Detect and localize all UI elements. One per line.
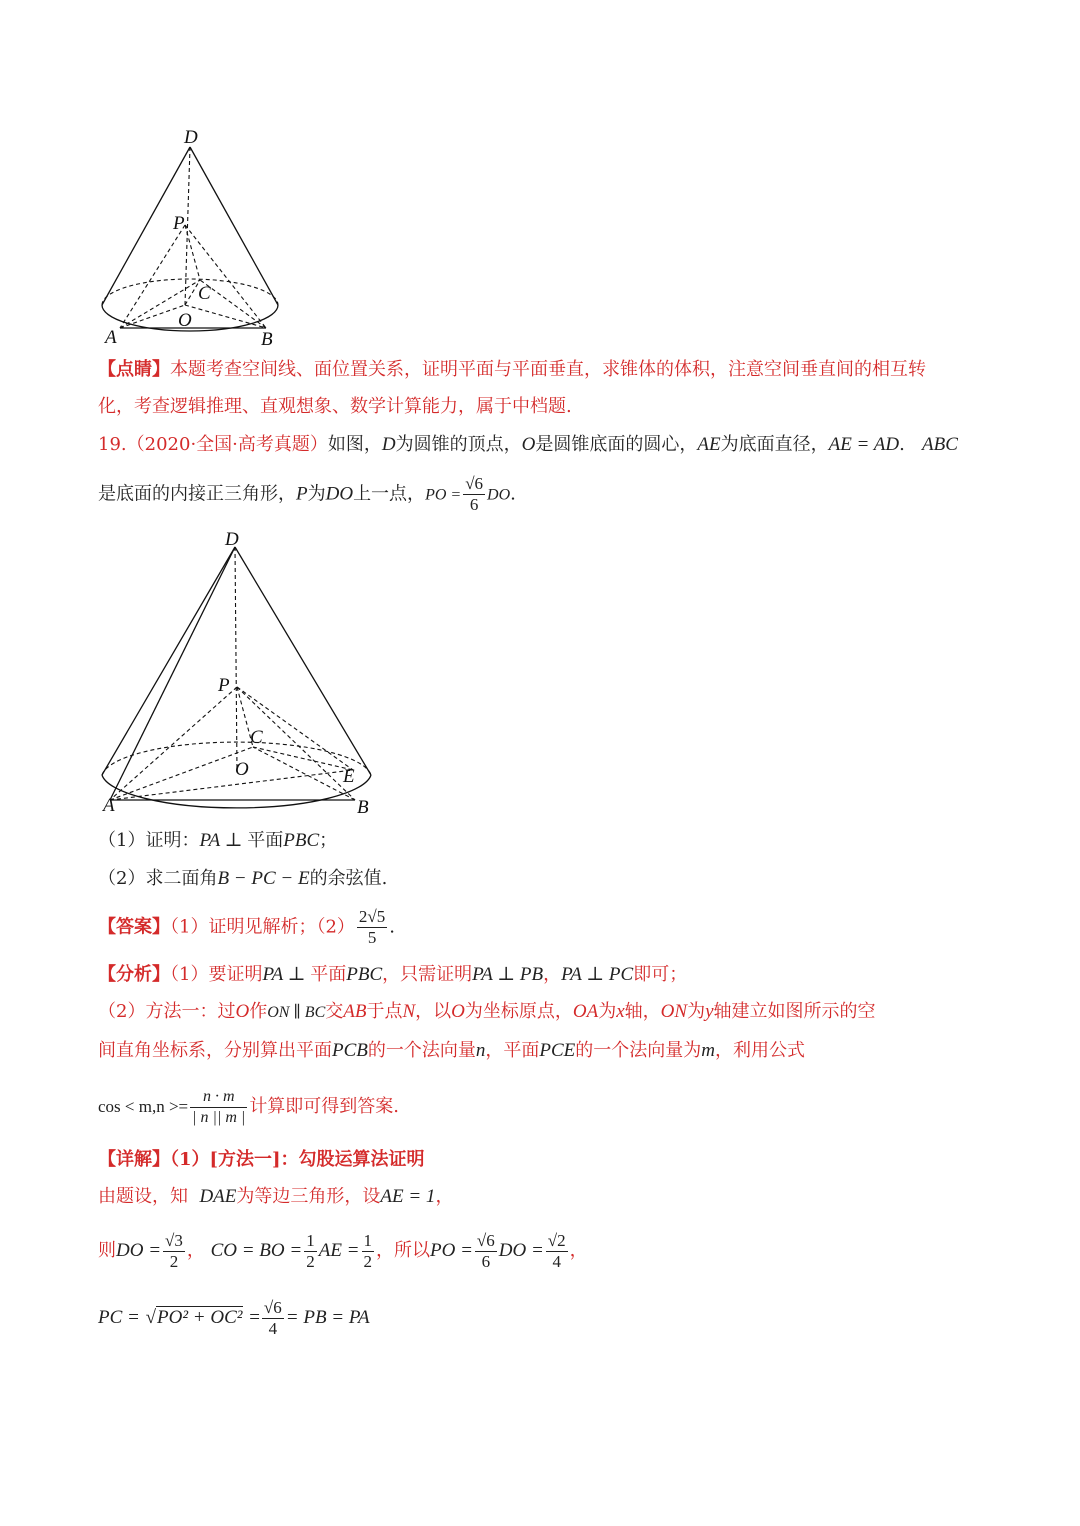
problem-line-2	[98, 474, 516, 516]
a-text: 于点	[366, 1001, 403, 1022]
fraction	[304, 1231, 317, 1272]
detail-line-3	[98, 1228, 588, 1274]
d-text: 为等边三角形，设	[236, 1186, 381, 1207]
fraction	[463, 474, 485, 515]
math: AE	[697, 434, 721, 455]
fraction	[362, 1231, 375, 1272]
math: O	[451, 1001, 465, 1022]
problem-text: 是圆锥底面的圆心，	[535, 434, 698, 455]
cos-fraction	[190, 1087, 247, 1128]
answer-text: （1）证明见解析；（2）	[170, 916, 355, 938]
detail-line-2	[98, 1184, 453, 1210]
a-text: （2）方法一：过	[98, 1001, 236, 1022]
math: ON ∥ BC	[267, 1004, 326, 1021]
frac-num: n · m	[190, 1087, 247, 1108]
d-text: ，	[435, 1186, 454, 1207]
math: AE =	[318, 1240, 360, 1261]
frac-den: 2	[306, 1251, 315, 1271]
label-B: B	[357, 797, 369, 818]
frac-num: √3	[165, 1230, 183, 1250]
a-text: （1）要证明	[170, 964, 263, 985]
a-text: 即可；	[633, 964, 688, 985]
problem-text: 为	[307, 483, 326, 505]
frac-num: 2√5	[358, 907, 386, 926]
math: cos < m,n >=	[98, 1097, 189, 1116]
problem-text: 上一点，	[353, 483, 426, 505]
answer-tag: 【答案】	[98, 916, 170, 938]
detail-line-1	[98, 1147, 425, 1173]
frac-den: 2	[363, 1251, 373, 1271]
math: PA ⊥ PB	[472, 964, 544, 985]
dianjing-tag: 【点睛】	[98, 359, 170, 380]
math: AE = AD	[828, 434, 900, 455]
label-O: O	[178, 310, 192, 331]
math: PA ⊥	[199, 830, 248, 851]
math: ON	[660, 1001, 688, 1022]
math: PA ⊥ PC	[561, 964, 634, 985]
frac-den: 6	[469, 495, 479, 514]
frac-den: 4	[552, 1251, 561, 1271]
a-text: ，	[543, 964, 562, 985]
math: AE = 1	[380, 1186, 436, 1207]
label-C: C	[250, 727, 263, 748]
math: PCE	[539, 1040, 576, 1061]
math: PC =	[98, 1307, 140, 1328]
math: CO = BO =	[210, 1240, 303, 1261]
answer-fraction	[357, 907, 387, 948]
d-text: 由题设，知	[98, 1186, 188, 1207]
analysis-line-4	[98, 1085, 399, 1129]
radicand: PO² + OC²	[157, 1307, 243, 1328]
math: PA ⊥	[262, 964, 311, 985]
math: PCB	[332, 1040, 368, 1061]
math: D	[381, 434, 396, 455]
question-2	[98, 866, 387, 892]
fraction	[262, 1298, 284, 1339]
math: O	[521, 434, 536, 455]
frac-den: | n || m |	[192, 1108, 246, 1126]
dianjing-line-2	[98, 394, 572, 420]
math: P	[296, 483, 308, 505]
question-1	[98, 828, 337, 854]
a-text: 轴，	[624, 1001, 661, 1022]
label-P: P	[218, 675, 230, 696]
problem-source: （2020·全国·高考真题）	[126, 434, 328, 455]
detail-tag: 【详解】	[98, 1149, 170, 1170]
a-text: 平面	[310, 964, 347, 985]
math: DAE	[199, 1186, 237, 1207]
problem-text: 为圆锥的顶点，	[395, 434, 522, 455]
math: =	[249, 1307, 260, 1328]
math: y	[705, 1001, 714, 1022]
a-text: 交	[325, 1001, 344, 1022]
problem-text: .	[899, 434, 905, 455]
math: n	[475, 1040, 486, 1061]
math: O	[235, 1001, 250, 1022]
math: ABC	[922, 434, 958, 455]
frac-den: 2	[169, 1251, 179, 1271]
q-text: （1）证明：	[98, 830, 200, 851]
dianjing-text-1: 本题考查空间线、面位置关系，证明平面与平面垂直，求锥体的体积，注意空间垂直间的相互转	[170, 359, 926, 380]
analysis-line-1	[98, 962, 687, 988]
detail-line-4	[98, 1295, 370, 1341]
problem-text: 如图，	[327, 434, 382, 455]
a-text: ，只需证明	[382, 964, 473, 985]
frac-num: √6	[465, 474, 484, 493]
a-text: 的一个法向量	[367, 1040, 476, 1061]
problem-text: 是底面的内接正三角形，	[98, 483, 296, 505]
problem-text: 为底面直径，	[720, 434, 829, 455]
a-text: 间直角坐标系，分别算出平面	[98, 1040, 332, 1061]
a-text: 计算即可得到答案.	[249, 1096, 400, 1117]
q-text: （2）求二面角	[98, 868, 218, 889]
a-text: ，利用公式	[715, 1040, 806, 1061]
a-text: 为坐标原点，	[464, 1001, 573, 1022]
q-text: 的余弦值.	[309, 868, 388, 889]
math: m	[701, 1040, 716, 1061]
frac-den: 5	[367, 928, 377, 947]
math: DO	[487, 486, 511, 504]
analysis-line-3	[98, 1038, 805, 1064]
label-D: D	[225, 529, 239, 550]
math: x	[616, 1001, 625, 1022]
a-text: 的一个法向量为	[575, 1040, 702, 1061]
label-B: B	[261, 329, 273, 350]
frac-num: 1	[306, 1230, 315, 1250]
d-text: ，所以	[376, 1240, 431, 1261]
cone-figure-2	[95, 525, 385, 820]
math: DO	[325, 483, 354, 505]
problem-line-1	[98, 432, 958, 458]
d-text: ，	[186, 1240, 205, 1261]
label-A: A	[103, 795, 115, 816]
label-O: O	[235, 759, 249, 780]
a-text: 轴建立如图所示的空	[713, 1001, 876, 1022]
problem-number: 19.	[98, 434, 127, 455]
frac-num: √6	[476, 1230, 495, 1250]
math: N	[402, 1001, 416, 1022]
label-D: D	[184, 127, 198, 148]
label-A: A	[105, 327, 117, 348]
a-text: 为	[687, 1001, 706, 1022]
q-text: 平面	[247, 830, 284, 851]
fraction	[163, 1231, 185, 1272]
math: = PB = PA	[285, 1307, 370, 1328]
answer-text: .	[389, 916, 395, 938]
label-E: E	[343, 766, 355, 787]
math: OA	[572, 1001, 599, 1022]
math: PO =	[430, 1240, 473, 1261]
math: DO =	[116, 1240, 162, 1261]
problem-text: .	[510, 483, 516, 505]
fraction	[546, 1231, 568, 1272]
sqrt-expression: √PO² + OC²	[145, 1307, 243, 1328]
frac-den: 4	[268, 1318, 278, 1338]
label-C: C	[198, 283, 211, 304]
analysis-line-2	[98, 999, 876, 1026]
a-text: ，平面	[485, 1040, 540, 1061]
analysis-tag: 【分析】	[98, 964, 170, 985]
a-text: 为	[598, 1001, 617, 1022]
cone-figure-1	[95, 125, 290, 350]
math: PBC	[283, 830, 320, 851]
fraction	[475, 1231, 497, 1272]
frac-num: √2	[547, 1230, 566, 1250]
label-P: P	[173, 213, 185, 234]
a-text: 作	[249, 1001, 268, 1022]
math: AB	[343, 1001, 367, 1022]
frac-den: 6	[481, 1251, 491, 1271]
frac-num: 1	[363, 1230, 373, 1250]
d-text: ，	[569, 1240, 588, 1261]
math: B − PC − E	[217, 868, 310, 889]
math: PO =	[425, 486, 462, 504]
a-text: ，以	[415, 1001, 452, 1022]
answer-line	[98, 907, 395, 948]
math: DO =	[498, 1240, 544, 1261]
dianjing-text-2: 化，考查逻辑推理、直观想象、数学计算能力，属于中档题.	[98, 396, 572, 417]
frac-num: √6	[263, 1297, 282, 1317]
dianjing-line-1	[98, 357, 926, 383]
math: PBC	[346, 964, 383, 985]
detail-method: （1）[方法一]：勾股运算法证明	[170, 1149, 425, 1170]
q-text: ；	[319, 830, 338, 851]
d-text: 则	[98, 1240, 116, 1261]
